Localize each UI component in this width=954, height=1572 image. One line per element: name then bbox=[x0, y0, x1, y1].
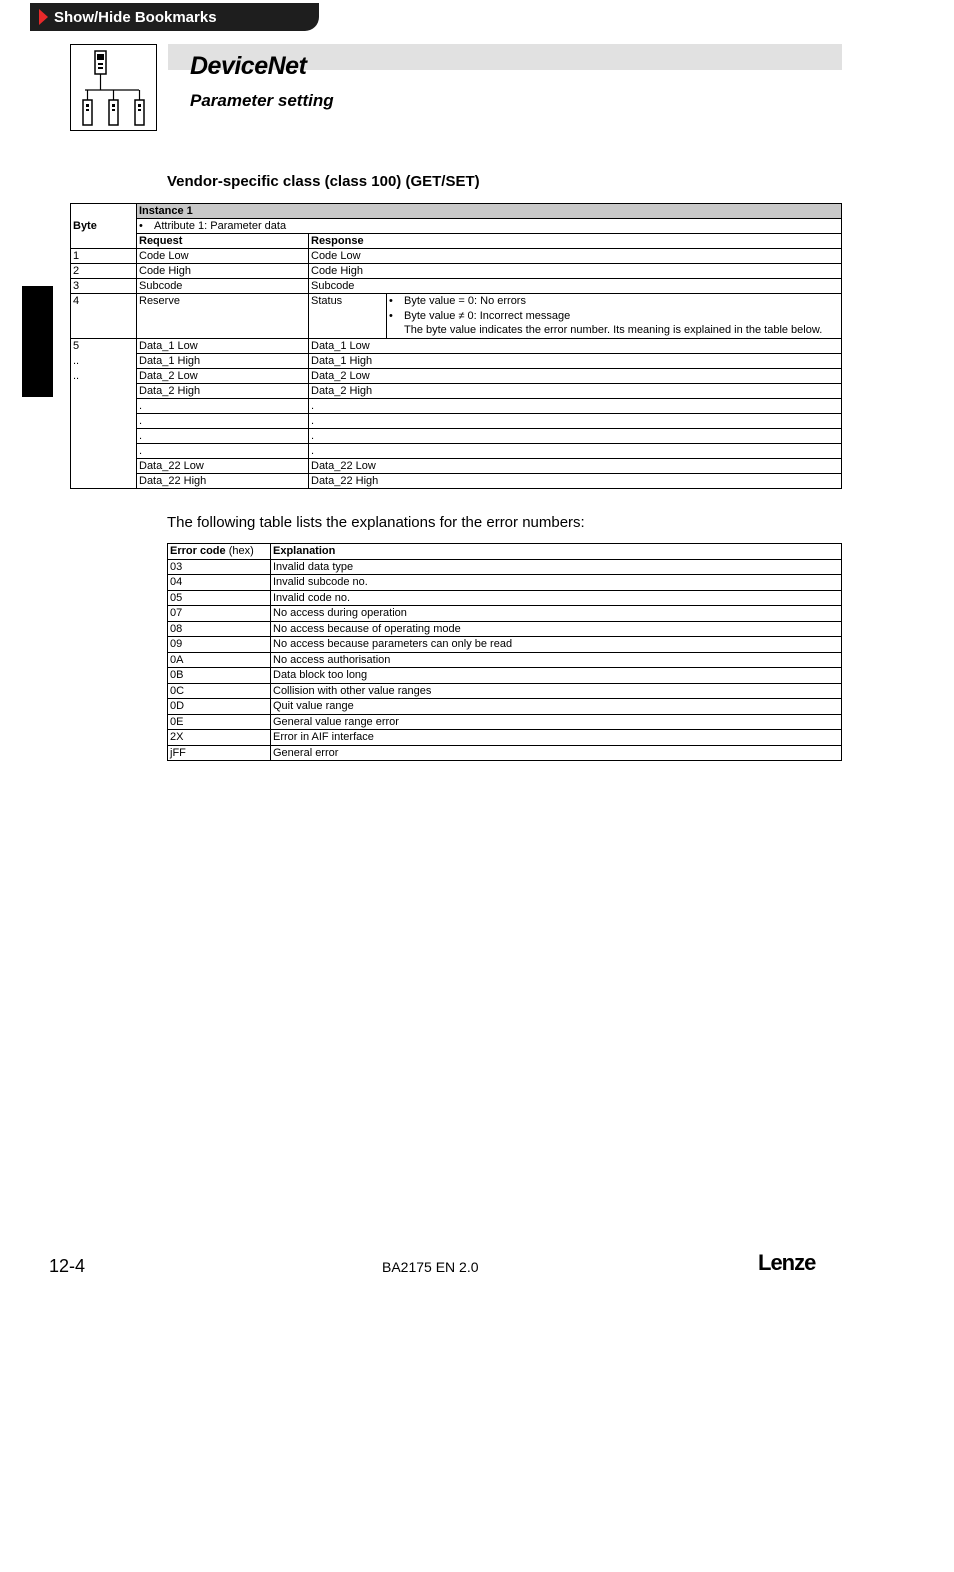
request-cell: Code Low bbox=[137, 249, 309, 264]
error-code-cell: 03 bbox=[168, 559, 271, 575]
status-bullet-2: Byte value ≠ 0: Incorrect message bbox=[404, 310, 571, 322]
table-row bbox=[71, 429, 842, 444]
response-cell: Data_22 Low bbox=[309, 459, 842, 474]
response-cell: . bbox=[309, 429, 842, 444]
table-row bbox=[71, 444, 842, 459]
attribute-label: Attribute 1: Parameter data bbox=[154, 220, 287, 232]
error-code-cell: 05 bbox=[168, 590, 271, 606]
response-cell: Data_2 High bbox=[309, 384, 842, 399]
error-code-cell: 04 bbox=[168, 575, 271, 591]
table-row bbox=[168, 668, 842, 684]
status-row bbox=[71, 294, 842, 339]
response-cell: . bbox=[309, 444, 842, 459]
response-cell: Data_2 Low bbox=[309, 369, 842, 384]
vendor-class-table bbox=[70, 203, 842, 489]
response-cell: . bbox=[309, 399, 842, 414]
request-cell: Reserve bbox=[137, 294, 309, 339]
lenze-logo: Lenze bbox=[758, 1250, 816, 1275]
bookmark-tab-label: Show/Hide Bookmarks bbox=[54, 8, 217, 26]
instance-header: Instance 1 bbox=[137, 204, 842, 219]
data-byte-cell bbox=[71, 339, 137, 489]
request-header: Request bbox=[137, 234, 309, 249]
attribute-cell: • Attribute 1: Parameter data bbox=[137, 219, 842, 234]
error-code-header bbox=[168, 544, 271, 560]
page-title: DeviceNet bbox=[190, 52, 307, 80]
table-row bbox=[168, 621, 842, 637]
table-row bbox=[168, 745, 842, 761]
status-note: The byte value indicates the error number. Its meaning is explained in the table below. bbox=[404, 324, 823, 336]
error-table-intro: The following table lists the explanations for the error numbers: bbox=[167, 514, 585, 531]
chapter-marker bbox=[22, 286, 53, 397]
table-row bbox=[71, 339, 842, 354]
devicenet-network-icon bbox=[70, 44, 157, 131]
error-code-cell: 2X bbox=[168, 730, 271, 746]
section-title: Vendor-specific class (class 100) (GET/SET) bbox=[167, 173, 480, 190]
table-row bbox=[71, 279, 842, 294]
response-cell: Data_1 High bbox=[309, 354, 842, 369]
table-row bbox=[168, 699, 842, 715]
request-cell: Data_1 Low bbox=[137, 339, 309, 354]
response-cell: Code Low bbox=[309, 249, 842, 264]
response-header: Response bbox=[309, 234, 842, 249]
request-cell: Data_2 Low bbox=[137, 369, 309, 384]
explanation-cell: Invalid subcode no. bbox=[271, 575, 842, 591]
document-code: BA2175 EN 2.0 bbox=[382, 1259, 479, 1275]
error-code-header-suffix: (hex) bbox=[228, 545, 254, 557]
response-cell: . bbox=[309, 414, 842, 429]
explanation-cell: General value range error bbox=[271, 714, 842, 730]
table-row bbox=[168, 575, 842, 591]
response-cell: Status bbox=[309, 294, 387, 339]
explanation-cell: No access because of operating mode bbox=[271, 621, 842, 637]
page-number: 12-4 bbox=[49, 1256, 86, 1276]
response-cell: Code High bbox=[309, 264, 842, 279]
error-code-cell: 0D bbox=[168, 699, 271, 715]
byte-header: Byte bbox=[71, 204, 137, 249]
byte-label: 5 bbox=[73, 340, 80, 352]
table-row bbox=[71, 459, 842, 474]
table-row bbox=[168, 559, 842, 575]
status-bullet-1: Byte value = 0: No errors bbox=[404, 295, 526, 307]
request-cell: Data_22 High bbox=[137, 474, 309, 489]
request-cell: Code High bbox=[137, 264, 309, 279]
table-row bbox=[71, 399, 842, 414]
request-cell: . bbox=[137, 414, 309, 429]
error-code-cell: 0A bbox=[168, 652, 271, 668]
explanation-cell: No access during operation bbox=[271, 606, 842, 622]
explanation-cell: Error in AIF interface bbox=[271, 730, 842, 746]
table-row bbox=[71, 369, 842, 384]
byte-cell: 4 bbox=[71, 294, 137, 339]
error-code-cell: 07 bbox=[168, 606, 271, 622]
request-cell: . bbox=[137, 429, 309, 444]
error-code-cell: 08 bbox=[168, 621, 271, 637]
table-row bbox=[168, 652, 842, 668]
explanation-cell: Data block too long bbox=[271, 668, 842, 684]
byte-cell: 2 bbox=[71, 264, 137, 279]
table-row bbox=[71, 414, 842, 429]
error-code-table bbox=[167, 543, 842, 761]
page-subtitle: Parameter setting bbox=[190, 91, 334, 110]
error-code-cell: 0E bbox=[168, 714, 271, 730]
explanation-cell: No access authorisation bbox=[271, 652, 842, 668]
table-row bbox=[168, 606, 842, 622]
response-cell: Data_1 Low bbox=[309, 339, 842, 354]
error-code-cell: jFF bbox=[168, 745, 271, 761]
error-code-header-label: Error code bbox=[170, 545, 226, 557]
error-code-cell: 0B bbox=[168, 668, 271, 684]
table-row bbox=[71, 384, 842, 399]
table-row bbox=[168, 637, 842, 653]
explanation-cell: Invalid data type bbox=[271, 559, 842, 575]
triangle-right-icon bbox=[39, 9, 48, 25]
explanation-cell: Collision with other value ranges bbox=[271, 683, 842, 699]
error-code-cell: 0C bbox=[168, 683, 271, 699]
explanation-cell: Invalid code no. bbox=[271, 590, 842, 606]
error-code-cell: 09 bbox=[168, 637, 271, 653]
table-row bbox=[71, 249, 842, 264]
table-row bbox=[168, 683, 842, 699]
request-cell: . bbox=[137, 444, 309, 459]
byte-cell: 1 bbox=[71, 249, 137, 264]
explanation-header: Explanation bbox=[271, 544, 842, 560]
response-cell: Subcode bbox=[309, 279, 842, 294]
table-header-row bbox=[168, 544, 842, 560]
explanation-cell: No access because parameters can only be read bbox=[271, 637, 842, 653]
table-row bbox=[168, 714, 842, 730]
table-row bbox=[71, 264, 842, 279]
status-description: • Byte value = 0: No errors • Byte value ≠ 0: Incorrect message The byte value indicates the error number. Its meaning is explained in the table below. bbox=[387, 294, 842, 339]
explanation-cell: General error bbox=[271, 745, 842, 761]
byte-label: .. bbox=[73, 370, 80, 382]
request-cell: Data_1 High bbox=[137, 354, 309, 369]
table-row bbox=[168, 730, 842, 746]
request-cell: Data_22 Low bbox=[137, 459, 309, 474]
table-row bbox=[71, 354, 842, 369]
request-cell: Subcode bbox=[137, 279, 309, 294]
table-row bbox=[71, 474, 842, 489]
response-cell: Data_22 High bbox=[309, 474, 842, 489]
table-row bbox=[168, 590, 842, 606]
byte-cell: 3 bbox=[71, 279, 137, 294]
explanation-cell: Quit value range bbox=[271, 699, 842, 715]
byte-label: .. bbox=[73, 355, 80, 367]
request-cell: Data_2 High bbox=[137, 384, 309, 399]
request-cell: . bbox=[137, 399, 309, 414]
show-hide-bookmarks-button[interactable] bbox=[30, 3, 319, 31]
